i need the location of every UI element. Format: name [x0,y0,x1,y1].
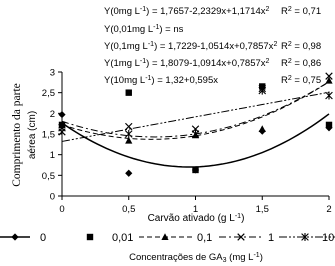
legend-label-3: 1 [268,232,275,244]
equation-2: Y(0,1mg $L^{-1}) = 1,7229-1,0514x+0,7857x^2$ [104,41,278,52]
fit-line-0 [62,114,329,167]
legend-label-1: 0,01 [112,232,134,244]
data-point-s4-1 [125,130,132,138]
y-tick-label: 2 [49,108,55,120]
legend-title: Concentrações de $GA_3$ (mg $L^{-1}$) [129,252,263,264]
legend [0,232,335,244]
fit-lines [62,82,329,167]
data-points [58,73,332,177]
data-point-s2-3 [259,125,266,132]
data-point-s1-4 [326,122,332,128]
y-tick-label: 0 [49,191,55,203]
r2-3: $R^2 = 0,86$ [281,58,322,69]
data-point-s1-2 [192,167,198,173]
y-axis-title-line2: aérea (cm) [27,110,38,160]
r2-0: $R^2 = 0,71$ [281,6,322,17]
y-tick-label: 3 [49,67,55,79]
y-axis-title [11,83,38,186]
legend-marker-0 [11,233,18,240]
x-tick-label: 1 [192,204,199,215]
r2-2: $R^2 = 0,98$ [281,41,322,52]
equation-3: Y(1mg $L^{-1}) = 1,8079-1,0914x+0,7857x^2$ [104,58,270,69]
y-tick-label: 1,5 [41,129,55,141]
y-tick-label: 2,5 [41,88,55,100]
x-axis-title: Carvão ativado (g $L^{-1}$) [147,213,245,224]
plot-area [42,68,333,216]
x-tick-label: 2 [326,204,332,215]
equation-4: Y(10mg $L^{-1}) = 1,32+0,595x$ [104,75,218,86]
data-point-s0-0 [58,111,65,118]
legend-label-0: 0 [40,232,47,244]
equation-1: Y(0,01mg $L^{-1}$) = ns [104,24,184,35]
data-point-s4-4 [326,92,333,100]
data-point-s1-1 [126,89,132,95]
legend-label-2: 0,1 [197,232,213,244]
equation-block [104,6,321,86]
legend-label-4: 10 [322,232,335,244]
data-point-s0-1 [125,170,132,177]
x-tick-label: 1,5 [255,204,269,215]
x-tick-label: 0,5 [122,204,136,215]
y-tick-label: 0,5 [41,170,55,182]
r2-4: $R^2 = 0,75$ [281,75,322,86]
data-point-s3-1 [125,123,132,130]
legend-marker-1 [87,234,93,240]
equation-0: Y(0mg $L^{-1}) = 1,7657-2,2329x+1,1714x^2$ [104,6,270,17]
y-tick-label: 1 [49,150,55,162]
x-tick-label: 0 [59,204,65,215]
y-axis-title-line1: Comprimento da parte [11,83,23,187]
